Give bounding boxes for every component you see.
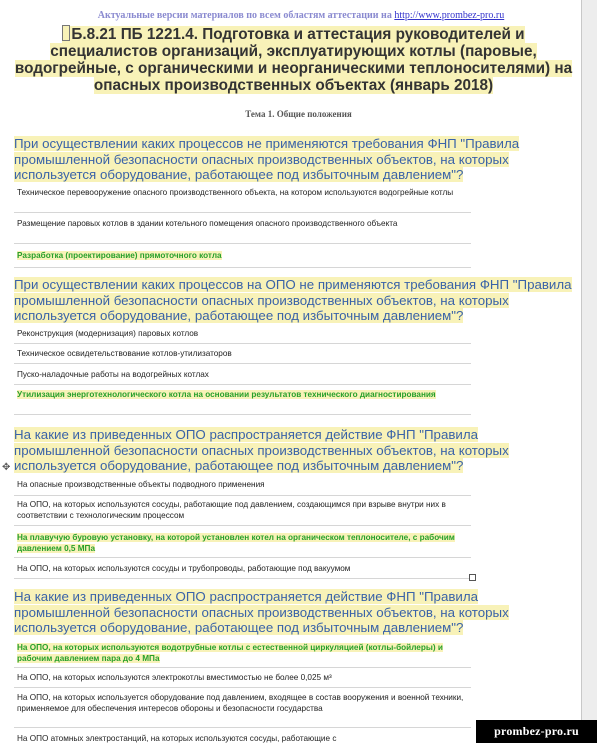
question-text: При осуществлении каких процессов не применяются требования ФНП "Правила промышленной безопасности опасных производственных объектов, на которых используется оборудование, работающее под избыточным давлением"? bbox=[14, 136, 520, 182]
header-line bbox=[91, 10, 511, 21]
topic-heading: Тема 1. Общие положения bbox=[245, 109, 352, 119]
answer-4-2: На ОПО, на которых используются электрокотлы вместимостью не более 0,025 м³ bbox=[14, 670, 471, 688]
answer-2-2: Техническое освидетельствование котлов-утилизаторов bbox=[14, 346, 471, 364]
title-text: Б.8.21 ПБ 1221.4. Подготовка и аттестация руководителей и специалистов организаций, эксплуатирующих котлы (паровые, водогрейные, с органическими и неорганическими теплоносителями) на опасных производственных объектах (январь 2018) bbox=[14, 26, 573, 94]
answer-1-3-correct: Разработка (проектирование) прямоточного котла bbox=[14, 248, 471, 268]
question-2 bbox=[14, 277, 574, 324]
answer-2-1: Реконструкция (модернизация) паровых котлов bbox=[14, 326, 471, 344]
question-text: На какие из приведенных ОПО распространяется действие ФНП "Правила промышленной безопасности опасных производственных объектов, на которых используется оборудование, работающее под избыточным давлением"? bbox=[14, 589, 509, 635]
answer-3-3-correct: На плавучую буровую установку, на которой установлен котел на органическом теплоносителе, с рабочим давлением 0,5 МПа bbox=[14, 530, 471, 558]
site-link[interactable]: http://www.prombez-pro.ru bbox=[394, 10, 505, 21]
answer-3-1: На опасные производственные объекты подводного применения bbox=[14, 477, 471, 496]
answer-4-1-correct: На ОПО, на которых используются водотрубные котлы с естественной циркуляцией (котлы-бойлеры) и рабочим давлением пара до 4 МПа bbox=[14, 640, 471, 668]
document-title bbox=[10, 25, 577, 94]
question-text: На какие из приведенных ОПО распространяется действие ФНП "Правила промышленной безопасности опасных производственных объектов, на которых используется оборудование, работающее под избыточным давлением"? bbox=[14, 427, 509, 473]
header-prefix: Актуальные версии материалов по всем областям аттестации на bbox=[97, 10, 395, 21]
watermark-badge: prombez-pro.ru bbox=[476, 720, 597, 743]
answer-4-4: На ОПО атомных электростанций, на которых используются сосуды, работающие с bbox=[17, 734, 337, 743]
answer-2-3: Пуско-наладочные работы на водогрейных котлах bbox=[14, 367, 471, 385]
answer-3-2: На ОПО, на которых используются сосуды, работающие под давлением, создающимся при взрыве внутри них в соответствии с технологическим процессом bbox=[14, 497, 471, 526]
answer-2-4-correct: Утилизация энерготехнологического котла на основании результатов технического диагностирования bbox=[14, 387, 471, 415]
answer-1-1: Техническое перевооружение опасного производственного объекта, на котором используются водогрейные котлы bbox=[14, 185, 471, 213]
question-1 bbox=[14, 136, 574, 183]
answer-1-2: Размещение паровых котлов в здании котельного помещения опасного производственного объекта bbox=[14, 216, 471, 244]
question-4 bbox=[14, 589, 574, 636]
page-margin bbox=[581, 0, 597, 743]
answer-4-3: На ОПО, на которых используется оборудование под давлением, входящее в состав вооружения и военной техники, применяемое для обеспечения интересов обороны и безопасности государства bbox=[14, 690, 471, 728]
table-move-icon[interactable]: ✥ bbox=[2, 462, 11, 473]
question-3 bbox=[14, 427, 574, 474]
question-text: При осуществлении каких процессов на ОПО не применяются требования ФНП "Правила промышленной безопасности опасных производственных объектов, на которых используется оборудование, работающее под избыточным давлением"? bbox=[14, 277, 572, 323]
table-resize-handle[interactable] bbox=[469, 574, 476, 581]
text-cursor-icon bbox=[62, 25, 70, 41]
answer-3-4: На ОПО, на которых используются сосуды и трубопроводы, работающие под вакуумом bbox=[14, 561, 471, 579]
